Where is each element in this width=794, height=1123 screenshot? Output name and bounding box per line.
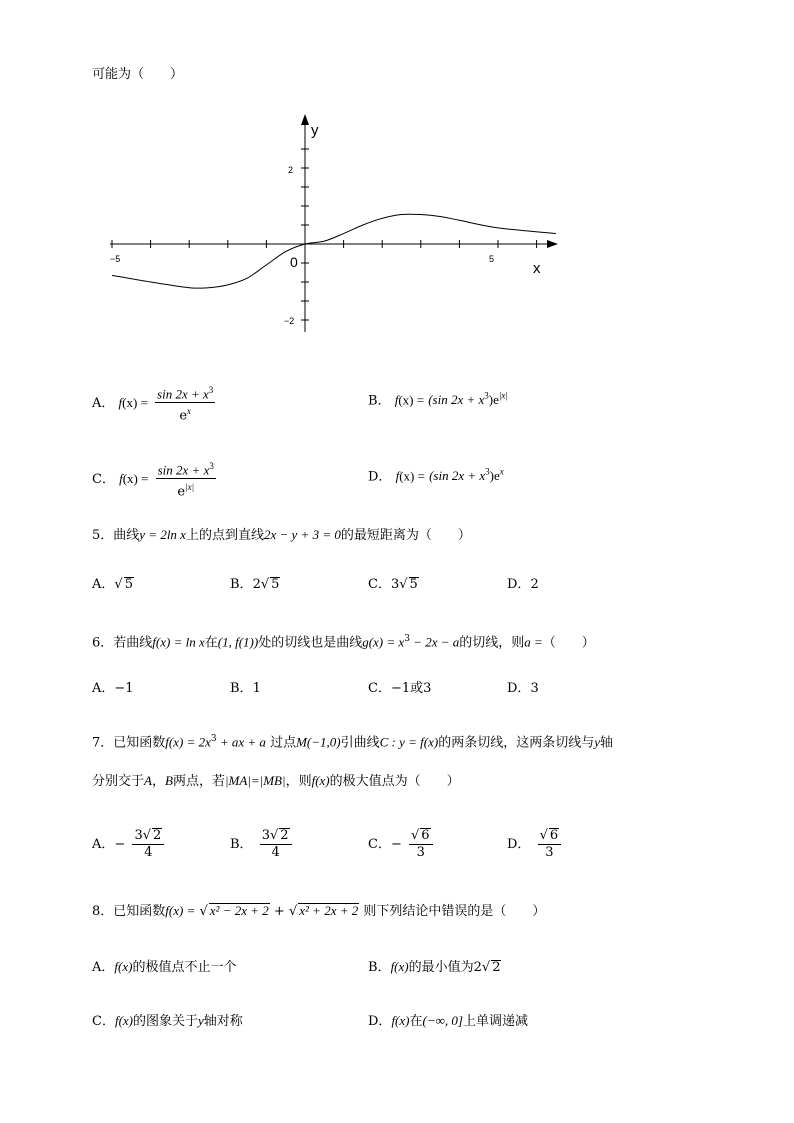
q7-stem-line1: 7．已知函数$f(x) = 2x^3$ + ax + a 过点M(−1,0)引曲线C : y = f(x)的两条切线，这两条切线与y轴 [92,734,614,751]
q5-stem: 5．曲线y = 2ln x上的点到直线2x − y + 3 = 0的最短距离为（ ） [92,527,471,543]
q6-option-c[interactable]: C．−1或3 [368,681,432,696]
q4-c-fraction: $\frac{\sin 2x + x^3}{e^{|x|}}$ [156,458,216,501]
q5-option-d[interactable]: D．2 [507,577,539,592]
y-axis-arrow [301,114,309,125]
function-graph [100,110,570,340]
q8-option-c[interactable]: C．f(x)的图象关于y轴对称 [92,1013,243,1029]
q4-option-a[interactable]: A． f(x) = $\frac{\sin 2x + x^3}{e^x}$ [92,382,218,425]
x-axis-label: x [533,260,541,277]
q7-option-d[interactable]: D． $\frac{√ 6}{3}$ [507,828,564,861]
q6-option-a[interactable]: A．−1 [92,681,134,696]
q8-option-a[interactable]: A．f(x)的极值点不止一个 [92,959,237,975]
q8-option-b[interactable]: B．f(x)的最小值为2√ 2 [368,959,501,975]
q5-option-a[interactable]: A．√ 5 [92,577,133,592]
question-intro: 可能为（ ） [92,67,184,82]
q7-option-c[interactable]: C．− $\frac{√ 6}{3}$ [368,828,436,861]
q8-stem: 8．已知函数f(x) = √ x² − 2x + 2 + √ x² + 2x + 2 则下列结论中错误的是（ ） [92,903,546,919]
x-tick-label-5: 5 [489,254,495,264]
q6-option-b[interactable]: B．1 [230,681,261,696]
q8-option-d[interactable]: D．f(x)在(−∞, 0]上单调递减 [368,1013,528,1029]
q7-option-a[interactable]: A．− $\frac{3√ 2}{4}$ [92,828,167,861]
q4-option-b[interactable]: B． f(x) = (sin $2x + x^3)e^{|x|}$ [368,391,508,409]
q4-option-c[interactable]: C． f(x) = $\frac{\sin 2x + x^3}{e^{|x|}}$ [92,458,219,501]
q7-option-b[interactable]: B． $\frac{3√ 2}{4}$ [230,828,295,861]
q7-stem-line2: 分别交于A，B两点，若|MA|=|MB|，则f(x)的极大值点为（ ） [92,773,460,789]
q5-option-b[interactable]: B．2√ 5 [230,577,280,592]
y-tick-label-2: 2 [288,165,294,175]
q4-a-fraction: $\frac{\sin 2x + x^3}{e^x}$ [155,382,215,425]
q6-option-d[interactable]: D．3 [507,681,539,696]
q6-stem: 6．若曲线f(x) = ln x在(1, f(1))处的切线也是曲线$g(x) = x^3 - 2x - a$的切线，则a =（ ） [92,634,595,651]
function-curve [112,214,556,288]
q5-option-c[interactable]: C．3√ 5 [368,577,418,592]
q4-option-d[interactable]: D． f(x) = (sin $2x + x^3)e^x$ [368,467,504,485]
x-axis-arrow [547,240,558,248]
y-tick-label-neg2: −2 [284,316,295,326]
y-axis-label: y [311,122,319,139]
x-tick-label-neg5: −5 [110,254,121,264]
origin-label: 0 [290,254,298,270]
